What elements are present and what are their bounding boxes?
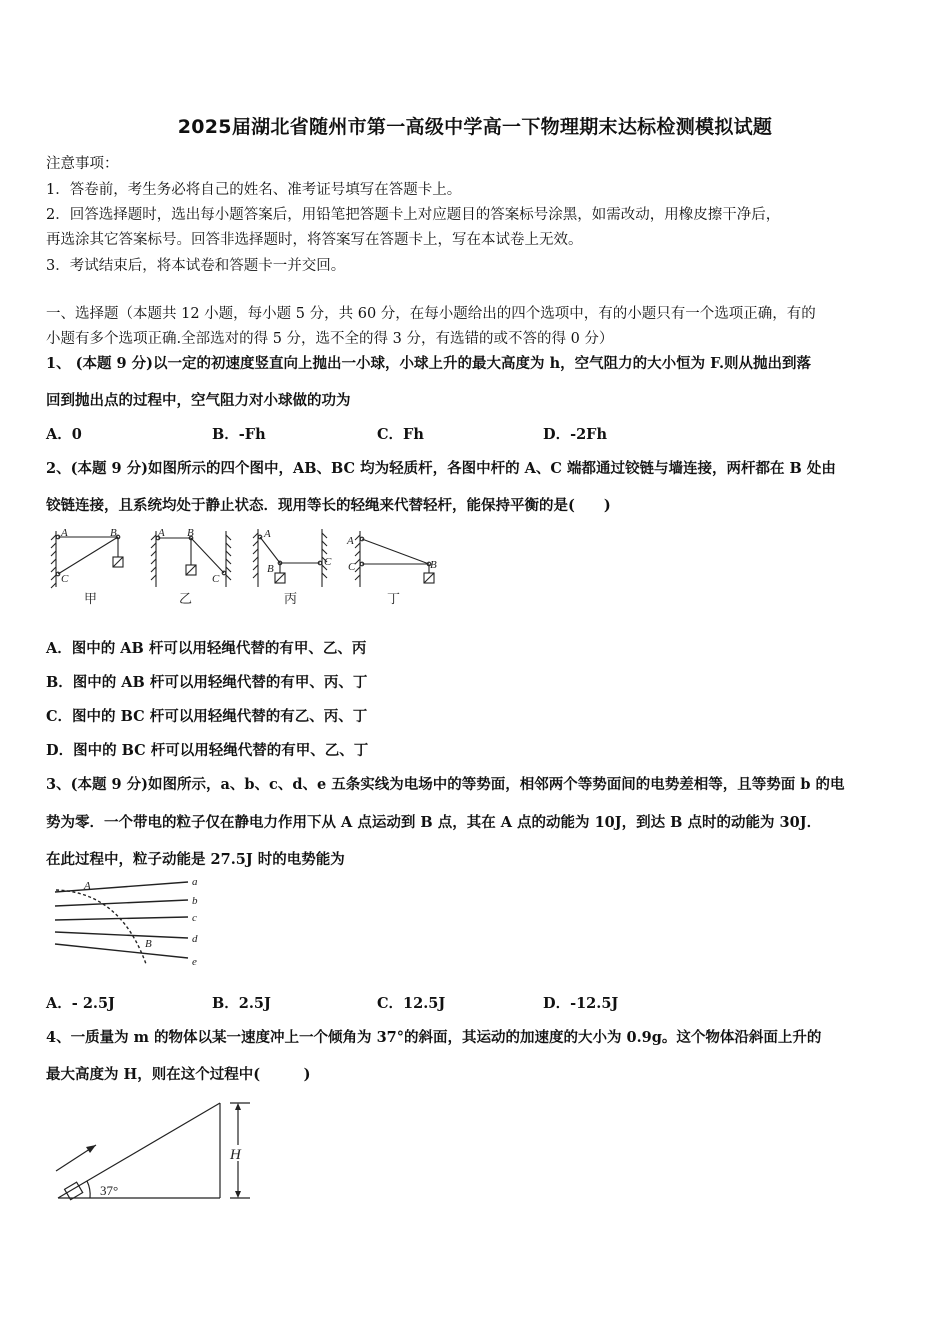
fig-label-equipotential: a [192, 876, 198, 888]
fig-label-point: C [212, 573, 220, 585]
fig-label-point: A [158, 527, 165, 539]
notice-item: 再选涂其它答案标号。回答非选择题时，将答案写在答题卡上，写在本试卷上无效。 [46, 232, 583, 248]
question-4-text: 4、一质量为 m 的物体以某一速度冲上一个倾角为 37°的斜面，其运动的加速度的大小为 0.9g。这个物体沿斜面上升的 [46, 1029, 822, 1046]
fig-caption: 乙 [179, 591, 193, 606]
q3-option-a: A．- 2.5J [46, 995, 115, 1012]
q2-option-b: B．图中的 AB 杆可以用轻绳代替的有甲、丙、丁 [46, 674, 368, 691]
fig-label-point: C [348, 561, 356, 573]
fig-caption: 甲 [84, 591, 98, 606]
question-1-text: 1、 (本题 9 分)以一定的初速度竖直向上抛出一小球，小球上升的最大高度为 h，空气阻力的大小恒为 F.则从抛出到落 [46, 355, 812, 372]
fig-label-equipotential: b [192, 895, 198, 907]
fig-label-point: A [347, 535, 354, 547]
q3-figure [50, 872, 210, 972]
fig-caption: 丁 [387, 591, 401, 606]
q3-option-b: B．2.5J [212, 995, 271, 1012]
page-title: 2025届湖北省随州市第一高级中学高一下物理期末达标检测模拟试题 [177, 116, 773, 138]
question-2-text: 铰链连接，且系统均处于静止状态．现用等长的轻绳来代替轻杆，能保持平衡的是( ) [46, 497, 611, 514]
fig-label-point: B [267, 563, 274, 575]
fig-label-equipotential: d [192, 933, 198, 945]
q2-option-a: A．图中的 AB 杆可以用轻绳代替的有甲、乙、丙 [46, 640, 367, 657]
q2-figure [44, 525, 444, 610]
fig-label-equipotential: c [192, 912, 197, 924]
question-4-text: 最大高度为 H，则在这个过程中( ) [46, 1066, 311, 1083]
q3-option-c: C．12.5J [377, 995, 446, 1012]
notice-item: 3．考试结束后，将本试卷和答题卡一并交回。 [46, 258, 346, 274]
fig-label-point: A [61, 527, 68, 539]
question-3-text: 势为零．一个带电的粒子仅在静电力作用下从 A 点运动到 B 点，其在 A 点的动能为 10J，到达 B 点时的动能为 30J． [46, 814, 822, 831]
fig-label-point: A [84, 880, 91, 892]
section-header-line: 小题有多个选项正确.全部选对的得 5 分，选不全的得 3 分，有选错的或不答的得 0 分） [46, 331, 614, 347]
fig-label-point: C [61, 573, 69, 585]
notice-item: 2．回答选择题时，选出每小题答案后，用铅笔把答题卡上对应题目的答案标号涂黑，如需改动，用橡皮擦干净后， [46, 207, 781, 223]
fig-label-height: H [230, 1147, 241, 1163]
notice-item: 1．答卷前，考生务必将自己的姓名、准考证号填写在答题卡上。 [46, 182, 462, 198]
fig-label-point: B [430, 559, 437, 571]
question-3-text: 3、(本题 9 分)如图所示，a、b、c、d、e 五条实线为电场中的等势面，相邻两个等势面间的电势差相等，且等势面 b 的电 [46, 776, 845, 793]
q1-option-a: A．0 [46, 426, 82, 443]
fig-label-point: A [264, 528, 271, 540]
q2-option-d: D．图中的 BC 杆可以用轻绳代替的有甲、乙、丁 [46, 742, 369, 759]
q1-option-c: C．Fh [377, 426, 424, 443]
fig-label-point: C [324, 556, 332, 568]
fig-label-point: B [145, 938, 152, 950]
q4-figure [50, 1095, 260, 1207]
q2-option-c: C．图中的 BC 杆可以用轻绳代替的有乙、丙、丁 [46, 708, 368, 725]
fig-label-point: B [110, 527, 117, 539]
fig-caption: 丙 [284, 591, 298, 606]
q1-option-b: B．-Fh [212, 426, 266, 443]
notice-heading: 注意事项： [46, 156, 119, 172]
question-3-text: 在此过程中，粒子动能是 27.5J 时的电势能为 [46, 851, 345, 868]
fig-label-point: B [187, 527, 194, 539]
question-1-text: 回到抛出点的过程中，空气阻力对小球做的功为 [46, 392, 351, 409]
fig-label-angle: 37° [100, 1183, 119, 1198]
section-header-line: 一、选择题（本题共 12 小题，每小题 5 分，共 60 分，在每小题给出的四个选项中，有的小题只有一个选项正确，有的 [46, 306, 816, 322]
question-2-text: 2、(本题 9 分)如图所示的四个图中，AB、BC 均为轻质杆，各图中杆的 A、C 端都通过铰链与墙连接，两杆都在 B 处由 [46, 460, 836, 477]
q3-option-d: D．-12.5J [543, 995, 619, 1012]
q1-option-d: D．-2Fh [543, 426, 608, 443]
fig-label-equipotential: e [192, 956, 197, 968]
